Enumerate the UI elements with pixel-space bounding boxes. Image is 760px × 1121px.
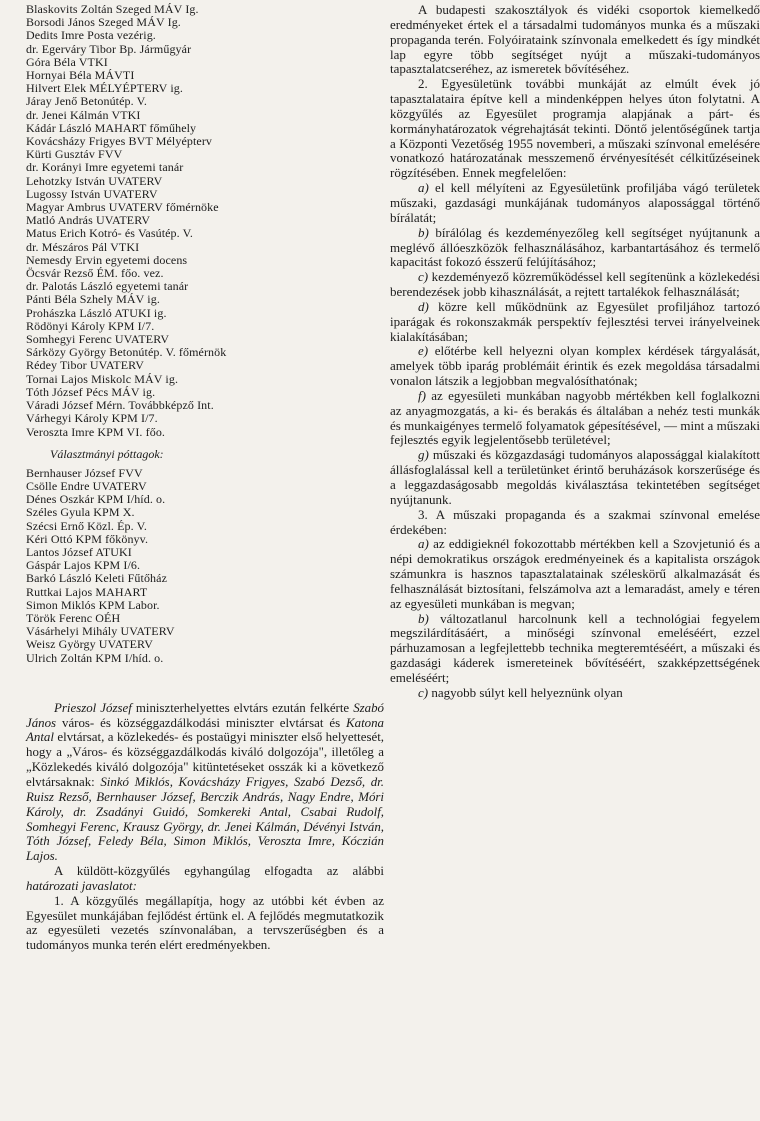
item-2a [390, 181, 760, 226]
item-2c [390, 270, 760, 300]
item-letter: d) [418, 298, 429, 314]
item-3c [390, 686, 760, 701]
paragraph-point-3: 3. A műszaki propaganda és a szakmai színvonal emelése érdekében: [390, 506, 760, 537]
paragraph-achievements: A budapesti szakosztályok és vidéki csoportok kiemelkedő eredményeket értek el a társadalmi tudományos munka és a műszaki propaganda terén. Folyóirataink színvonala emelkedett és így mindkét lap egyre több segítséget nyújt a műszaki-tudományos tapasztalatcseréhez, az ismeretek bővítéséhez. [390, 2, 760, 77]
list-item: dr. Mészáros Pál VTKI [26, 239, 140, 254]
item-text: közre kell működnünk az Egyesület profiljához tartozó iparágak és rokonszakmák perspektív fejlesztési tervei irányelveinek kialakításában; [390, 298, 760, 344]
text-run: miniszterhelyettes elvtárs ezután felkérte [131, 700, 354, 715]
list-item: Rödönyi Károly KPM I/7. [26, 318, 155, 333]
list-item: Lugossy István UVATERV [26, 186, 158, 201]
item-2e [390, 344, 760, 389]
item-letter: c) [418, 684, 429, 700]
item-2b [390, 226, 760, 271]
item-3a [390, 537, 760, 611]
list-item: Pánti Béla Szhely MÁV ig. [26, 292, 160, 307]
name-italic: Katona Antal [26, 715, 384, 745]
item-text: el kell mélyíteni az Egyesületünk profiljába vágó területek műszaki, gazdasági munkájának tudományos alapossággal történő bírálatát; [390, 180, 760, 225]
item-letter: e) [418, 343, 429, 359]
text-run: város- és községgazdálkodási miniszter elvtársat és [56, 715, 347, 730]
list-item: Matló András UVATERV [26, 213, 151, 228]
paragraph-point-1: 1. A közgyűlés megállapítja, hogy az utóbbi két évben az Egyesület munkájában fejlődést értünk el. A fejlődés megmutatkozik az egyesületi vezetés színvonalában, a tervszerűségben és a tudományos munka terén elért eredményekben. [26, 893, 384, 953]
right-column [390, 3, 760, 701]
list-item: dr. Jenei Kálmán VTKI [26, 107, 141, 122]
list-item: Dénes Oszkár KPM I/híd. o. [26, 492, 166, 507]
list-item: Szécsi Ernő Közl. Ép. V. [26, 518, 147, 533]
item-letter: g) [418, 447, 429, 463]
list-item: Lehotzky István UVATERV [26, 173, 163, 188]
item-text: előtérbe kell helyezni olyan komplex kérdések tárgyalását, amelyek több iparág problémáit érintik és ezek megoldása társadalmi vonalon látszik a legjobban megvalósíthatónak; [390, 343, 760, 389]
deputies-heading: Választmányi póttagok: [50, 446, 164, 461]
list-item: Dedits Imre Posta vezérig. [26, 28, 156, 43]
list-item: Várhegyi Károly KPM I/7. [26, 411, 158, 426]
list-item: Váradi József Mérn. Továbbképző Int. [26, 398, 214, 413]
list-item: dr. Palotás László egyetemi tanár [26, 279, 189, 294]
item-text: nagyobb súlyt kell helyeznünk olyan [428, 684, 623, 700]
list-item: Lantos József ATUKI [26, 544, 132, 559]
resolution-label: határozati javaslatot: [26, 878, 137, 893]
item-text: bírálólag és kezdeményezőleg kell segítséget nyújtanunk a meglévő állóeszközök felhasználásához, karbantartásához és termelő kapacitást fokozó ésszerű felújításához; [390, 224, 760, 270]
list-item: Bernhauser József FVV [26, 465, 143, 480]
item-letter: c) [418, 269, 429, 285]
paragraph-awards [26, 701, 384, 864]
list-item: Ulrich Zoltán KPM I/híd. o. [26, 650, 164, 665]
list-item: Hilvert Elek MÉLYÉPTERV ig. [26, 81, 183, 96]
list-item: Hornyai Béla MÁVTI [26, 68, 135, 83]
text-run: elvtársat, a közlekedés- és postaügyi miniszter első helyettesét, hogy a „Város- és községgazdálkodás kiváló dolgozója", illetőleg a „Közlekedés kiváló dolgozója" kitüntetéseket osszák ki a következő elvtársaknak: [26, 730, 384, 789]
item-letter: b) [418, 224, 429, 240]
name-italic: Szabó János [26, 700, 384, 730]
paragraph-point-2: 2. Egyesületünk további munkáját az elmúlt évek jó tapasztalataira építve kell a mindenképpen helyes úton folytatni. A közgyűlés az Egyesület programja alapjának a párt- és kormányhatározatok végrehajtását tekinti. Döntő jelentőségűnek tartja a Központi Vezetőség 1955 novemberi, a műszaki színvonal emelésére vonatkozó határozatának messzemenő érvényesítését célkitűzéseinek rögzítésében. Ennek megfelelően: [390, 76, 760, 181]
item-2f [390, 389, 760, 448]
item-text: az egyesületi munkában nagyobb mértékben kell foglalkozni az anyagmozgatás, a ki- és berakás és általában a nehéz testi munkák és munkaigényes termelő folyamatok gépesítésével, — mint a műszaki fejlesztés egyik legjelentősebb területével; [390, 387, 760, 448]
list-item: Rédey Tibor UVATERV [26, 358, 145, 373]
list-item: Sárközy György Betonútép. V. főmérnök [26, 345, 227, 360]
list-item: Borsodi János Szeged MÁV Ig. [26, 15, 181, 30]
list-item: Góra Béla VTKI [26, 54, 108, 69]
list-item: Kádár László MAHART főműhely [26, 120, 197, 135]
list-item: dr. Egerváry Tibor Bp. Járműgyár [26, 41, 192, 56]
list-item: Barkó László Keleti Fűtőház [26, 571, 167, 586]
item-3b [390, 612, 760, 686]
item-text: az eddigieknél fokozottabb mértékben kell a Szovjetunió és a népi demokratikus országok eredményeinek és a kapitalista országok számunkra is hasznos tapasztalatainak széleskörű alkalmazását és felhasználását biztosítani, felszámolva azt a lemaradást, amely e téren az egyesületi munkában is megvan; [390, 536, 760, 611]
list-item: Matus Erich Kotró- és Vasútép. V. [26, 226, 193, 241]
list-item: Kovácsházy Frigyes BVT Mélyépterv [26, 134, 213, 149]
list-item: Ruttkai Lajos MAHART [26, 584, 148, 599]
list-item: Vásárhelyi Mihály UVATERV [26, 624, 175, 639]
awardee-names: Sinkó Miklós, Kovácsházy Frigyes, Szabó Dezső, dr. Ruisz Rezső, Bernhauser József, Berczik András, Nagy Endre, Móri Károly, dr. Zsadányi Guidó, Somkereki Antal, Csabai Rudolf, Somhegyi Ferenc, Krausz György, dr. Jenei Kálmán, Dévényi István, Tóth József, Feledy Béla, Simon Miklós, Veroszta Imre, Kóczián Lajos. [26, 774, 384, 864]
item-letter: b) [418, 610, 429, 626]
list-item: Széles Gyula KPM X. [26, 505, 135, 520]
list-item: Tóth József Pécs MÁV ig. [26, 384, 156, 399]
list-item: Nemesdy Ervin egyetemi docens [26, 252, 188, 267]
list-item: Járay Jenő Betonútép. V. [26, 94, 147, 109]
item-letter: f) [418, 387, 426, 403]
list-item: Prohászka László ATUKI ig. [26, 305, 167, 320]
item-2d [390, 300, 760, 345]
list-item: Weisz György UVATERV [26, 637, 153, 652]
text-run: A küldött-közgyűlés egyhangúlag elfogadta az alábbi [54, 864, 384, 879]
item-letter: a) [418, 536, 429, 552]
left-column [26, 3, 384, 953]
list-item: Somhegyi Ferenc UVATERV [26, 332, 170, 347]
item-text: változatlanul harcolnunk kell a technológiai fegyelem megszilárdításáért, a minőségi színvonal emeléséért, ezzel párhuzamosan a legfejlettebb technika megteremtéséért, a műszaki és gazdasági káderek ismereteinek bővítéséért, szakképzettségének emeléséért; [390, 610, 760, 685]
paragraph-resolution-intro [26, 864, 384, 894]
item-2g [390, 448, 760, 507]
list-item: Öcsvár Rezső ÉM. főo. vez. [26, 266, 164, 281]
list-item: Kürti Gusztáv FVV [26, 147, 123, 162]
list-item: Török Ferenc OÉH [26, 610, 121, 625]
list-item: Csölle Endre UVATERV [26, 478, 147, 493]
list-item: Magyar Ambrus UVATERV főmérnöke [26, 200, 219, 215]
list-item: Veroszta Imre KPM VI. főo. [26, 424, 166, 439]
list-item: Simon Miklós KPM Labor. [26, 597, 160, 612]
name-italic: Prieszol József [54, 700, 132, 715]
item-letter: a) [418, 180, 429, 196]
item-text: kezdeményező közreműködéssel kell segítenünk a közlekedési berendezések jobb kihasználását, a rejtett tartalékok felhasználását; [390, 269, 760, 300]
list-item: Blaskovits Zoltán Szeged MÁV Ig. [26, 2, 199, 16]
item-text: műszaki és közgazdasági tudományos alapossággal kialakított állásfoglalással kell a területünket érintő beruházások korszerűsége és a leggazdaságosabb megoldás kiválasztása tekintetében segítséget nyújtanunk. [390, 447, 760, 507]
list-item: Tornai Lajos Miskolc MÁV ig. [26, 371, 179, 386]
list-item: Kéri Ottó KPM főkönyv. [26, 531, 149, 546]
list-item: Gáspár Lajos KPM I/6. [26, 558, 141, 573]
deputy-list [26, 467, 384, 665]
list-item: dr. Korányi Imre egyetemi tanár [26, 160, 184, 175]
member-list [26, 3, 384, 439]
